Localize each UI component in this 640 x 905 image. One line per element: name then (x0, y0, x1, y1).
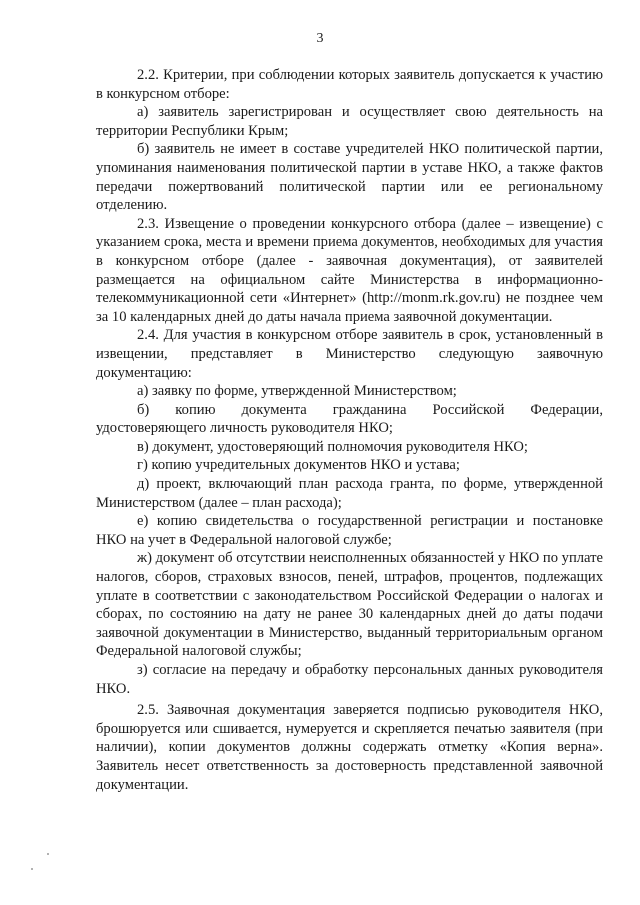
paragraph-2-4-zh: ж) документ об отсутствии неисполненных обязанностей у НКО по уплате налогов, сборов, страховых взносов, пеней, штрафов, процентов, подлежащих уплате в соответствии с законодательством Российской Федерации о налогах и сборах, по состоянию на дату не ранее 30 календарных дней до даты подачи заявочной документации в Министерство, выданный территориальным органом Федеральной налоговой службы; (96, 550, 603, 660)
paragraph-2-2-a: а) заявитель зарегистрирован и осуществляет свою деятельность на территории Республики Крым; (96, 104, 603, 139)
paragraph-2-5: 2.5. Заявочная документация заверяется подписью руководителя НКО, брошюруется или сшивается, нумеруется и скрепляется печатью заявителя (при наличии), копии документов должны содержать отметку «Копия верна». Заявитель несет ответственность за достоверность представленной заявочной документации. (96, 702, 603, 793)
paragraph-2-2-b: б) заявитель не имеет в составе учредителей НКО политической партии, упоминания наименования политической партии в уставе НКО, а также фактов передачи пожертвований политической партии или ее региональному отделению. (96, 141, 603, 214)
scan-speck (31, 868, 33, 870)
paragraph-2-4-v: в) документ, удостоверяющий полномочия руководителя НКО; (137, 438, 528, 455)
document-body (96, 66, 603, 794)
page-number: 3 (316, 31, 324, 46)
paragraph-2-4: 2.4. Для участия в конкурсном отборе заявитель в срок, установленный в извещении, представляет в Министерство следующую заявочную документацию: (96, 327, 603, 381)
paragraph-2-4-a: а) заявку по форме, утвержденной Министерством; (137, 383, 457, 400)
paragraph-2-4-d: д) проект, включающий план расхода гранта, по форме, утвержденной Министерством (далее – план расхода); (96, 476, 603, 511)
paragraph-2-4-g: г) копию учредительных документов НКО и устава; (137, 457, 460, 474)
paragraph-2-4-z: з) согласие на передачу и обработку персональных данных руководителя НКО. (96, 662, 603, 697)
paragraph-2-2: 2.2. Критерии, при соблюдении которых заявитель допускается к участию в конкурсном отборе: (96, 67, 603, 102)
paragraph-2-4-b: б) копию документа гражданина Российской Федерации, удостоверяющего личность руководителя НКО; (96, 401, 603, 437)
scan-speck (47, 853, 49, 855)
paragraph-2-4-e: е) копию свидетельства о государственной регистрации и постановке НКО на учет в Федеральной налоговой службе; (96, 513, 603, 548)
paragraph-2-3: 2.3. Извещение о проведении конкурсного отбора (далее – извещение) с указанием срока, места и времени приема документов, необходимых для участия в конкурсном отборе (далее - заявочная документация), от заявителей размещается на официальном сайте Министерства в информационно-телекоммуникационной сети «Интернет» (http://monm.rk.gov.ru) не позднее чем за 10 календарных дней до даты начала приема заявочной документации. (96, 215, 603, 325)
